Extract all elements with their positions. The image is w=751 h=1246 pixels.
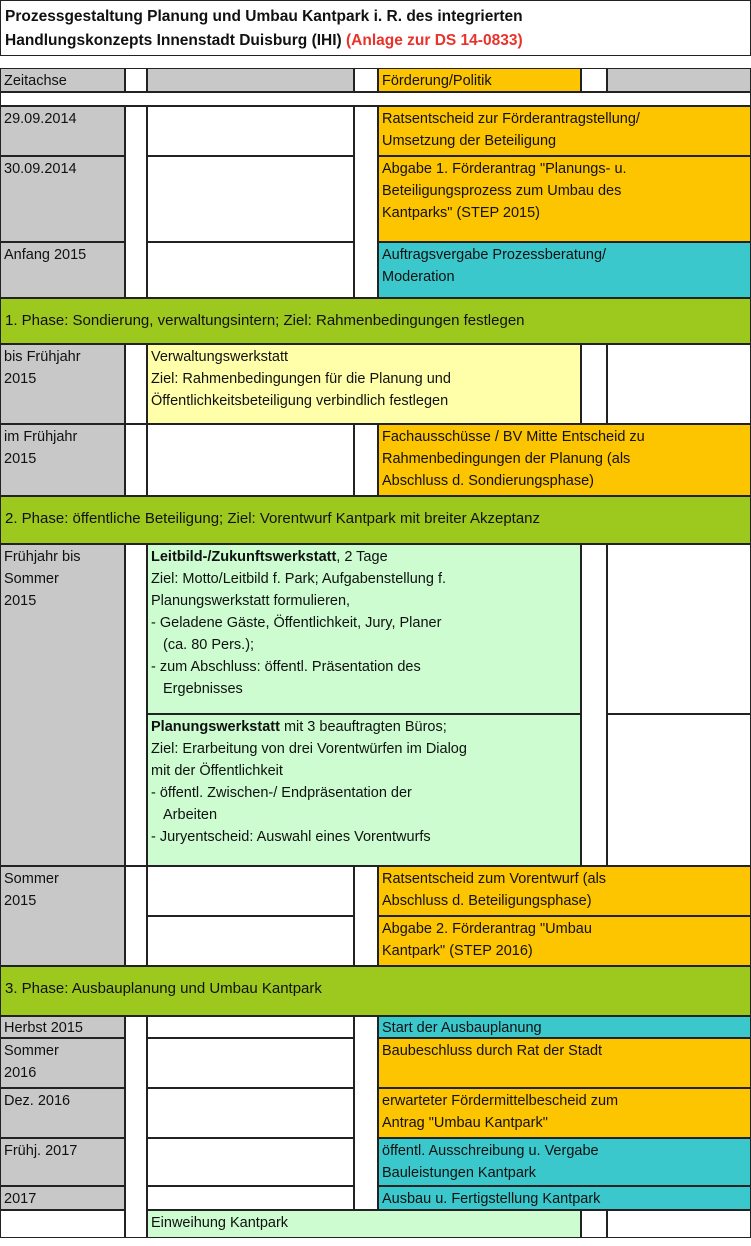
event-title: Planungswerkstatt — [151, 719, 280, 735]
text-line: erwarteter Fördermittelbescheid zum — [382, 1093, 619, 1109]
date-cell — [0, 544, 125, 866]
empty-cell — [147, 156, 354, 242]
phase-2-banner: 2. Phase: öffentliche Beteiligung; Ziel: Vorentwurf Kantpark mit breiter Akzeptanz — [0, 496, 751, 544]
event-foerderantrag-2 — [378, 916, 751, 966]
text-line: Auftragsvergabe Prozessberatung/ — [382, 247, 607, 263]
empty-cell — [147, 1016, 354, 1038]
date-cell: Anfang 2015 — [0, 242, 125, 298]
text-line: 2015 — [4, 593, 37, 609]
text-line: 2016 — [4, 1065, 37, 1081]
spacer-column — [354, 866, 378, 966]
date-cell: 29.09.2014 — [0, 106, 125, 156]
empty-cell — [147, 916, 354, 966]
header-spacer-3 — [581, 68, 607, 92]
event-ratsentscheid-vorentwurf — [378, 866, 751, 916]
spacer-column — [581, 344, 607, 424]
text-line: Kantpark" (STEP 2016) — [382, 943, 533, 959]
event-fertigstellung: Ausbau u. Fertigstellung Kantpark — [378, 1186, 751, 1210]
empty-cell — [147, 1038, 354, 1088]
title-line-2: Handlungskonzepts Innenstadt Duisburg (IHI) — [5, 32, 342, 49]
text-line: öffentl. Ausschreibung u. Vergabe — [382, 1143, 599, 1159]
annex-note: (Anlage zur DS 14-0833) — [346, 32, 523, 49]
document-title — [0, 0, 751, 56]
spacer-column — [354, 424, 378, 496]
text-line: Frühjahr bis — [4, 549, 81, 565]
title-line-1: Prozessgestaltung Planung und Umbau Kantpark i. R. des integrierten — [5, 8, 523, 25]
phase-3-banner: 3. Phase: Ausbauplanung und Umbau Kantpark — [0, 966, 751, 1016]
text-line: Planungswerkstatt formulieren, — [151, 593, 351, 609]
text-line: Antrag "Umbau Kantpark" — [382, 1115, 548, 1131]
text-line: bis Frühjahr — [4, 349, 81, 365]
event-verwaltungswerkstatt — [147, 344, 581, 424]
title-line-2-wrap — [5, 29, 746, 53]
text-line: Öffentlichkeitsbeteiligung verbindlich festlegen — [151, 393, 449, 409]
text-line: Verwaltungswerkstatt — [151, 349, 289, 365]
separator-row — [0, 92, 751, 106]
event-einweihung: Einweihung Kantpark — [147, 1210, 581, 1238]
empty-cell — [147, 1088, 354, 1138]
empty-cell — [147, 1186, 354, 1210]
text-line: - Juryentscheid: Auswahl eines Vorentwurfs — [151, 829, 431, 845]
date-cell: Dez. 2016 — [0, 1088, 125, 1138]
spacer-column — [581, 544, 607, 866]
text-line: Beteiligungsprozess zum Umbau des — [382, 183, 622, 199]
date-cell — [0, 424, 125, 496]
header-foerderung: Förderung/Politik — [378, 68, 581, 92]
text-line: Rahmenbedingungen der Planung (als — [382, 451, 631, 467]
date-cell — [0, 344, 125, 424]
date-cell — [0, 866, 125, 966]
text-line: Sommer — [4, 1043, 59, 1059]
text-line: Abgabe 1. Förderantrag "Planungs- u. — [382, 161, 627, 177]
text-line: Abschluss d. Sondierungsphase) — [382, 473, 594, 489]
text-line: 2015 — [4, 893, 37, 909]
text-line: - öffentl. Zwischen-/ Endpräsentation der — [151, 785, 412, 801]
text-line: Abgabe 2. Förderantrag "Umbau — [382, 921, 592, 937]
event-ratsentscheid-1 — [378, 106, 751, 156]
header-zeitachse: Zeitachse — [0, 68, 125, 92]
text-line: Umsetzung der Beteiligung — [382, 133, 557, 149]
empty-cell — [147, 424, 354, 496]
empty-cell — [607, 1210, 751, 1238]
spacer-column — [354, 106, 378, 298]
event-start-ausbauplanung: Start der Ausbauplanung — [378, 1016, 751, 1038]
event-title: Leitbild-/Zukunftswerkstatt — [151, 549, 337, 565]
date-cell: 30.09.2014 — [0, 156, 125, 242]
event-ausschreibung — [378, 1138, 751, 1186]
spacer-column — [125, 1016, 147, 1238]
event-title-rest: mit 3 beauftragten Büros; — [279, 719, 447, 735]
text-line: Moderation — [382, 269, 455, 285]
spacer-column — [125, 424, 147, 496]
event-planungswerkstatt — [147, 714, 581, 866]
empty-cell — [607, 714, 751, 866]
text-line: (ca. 80 Pers.); — [163, 637, 255, 653]
spacer-column — [125, 106, 147, 298]
text-line: Ziel: Erarbeitung von drei Vorentwürfen im Dialog — [151, 741, 467, 757]
event-leitbild-werkstatt — [147, 544, 581, 714]
empty-cell — [0, 1210, 125, 1238]
text-line: 2015 — [4, 451, 37, 467]
header-spacer-1 — [125, 68, 147, 92]
event-foerderantrag-1 — [378, 156, 751, 242]
empty-cell — [147, 866, 354, 916]
spacer-column — [125, 544, 147, 866]
text-line: Ergebnisses — [163, 681, 243, 697]
phase-1-banner: 1. Phase: Sondierung, verwaltungsintern; Ziel: Rahmenbedingungen festlegen — [0, 298, 751, 344]
text-line — [151, 716, 577, 738]
text-line: - Geladene Gäste, Öffentlichkeit, Jury, Planer — [151, 615, 442, 631]
date-cell: 2017 — [0, 1186, 125, 1210]
text-line: Kantparks" (STEP 2015) — [382, 205, 541, 221]
text-line: mit der Öffentlichkeit — [151, 763, 283, 779]
header-spacer-2 — [354, 68, 378, 92]
spacer-column — [354, 1016, 378, 1210]
text-line: 2015 — [4, 371, 37, 387]
event-title-rest: , 2 Tage — [336, 549, 388, 565]
date-cell: Herbst 2015 — [0, 1016, 125, 1038]
text-line: Arbeiten — [163, 807, 218, 823]
text-line: im Frühjahr — [4, 429, 78, 445]
empty-cell — [607, 544, 751, 714]
event-foerdermittelbescheid — [378, 1088, 751, 1138]
text-line: Ratsentscheid zum Vorentwurf (als — [382, 871, 607, 887]
text-line: Ziel: Rahmenbedingungen für die Planung und — [151, 371, 451, 387]
spacer-column — [125, 866, 147, 966]
empty-cell — [147, 106, 354, 156]
text-line: Abschluss d. Beteiligungsphase) — [382, 893, 592, 909]
event-baubeschluss: Baubeschluss durch Rat der Stadt — [378, 1038, 751, 1088]
spacer-column — [125, 344, 147, 424]
spacer-column — [581, 1210, 607, 1238]
empty-cell — [607, 344, 751, 424]
event-fachausschuesse — [378, 424, 751, 496]
date-cell: Frühj. 2017 — [0, 1138, 125, 1186]
text-line: Bauleistungen Kantpark — [382, 1165, 536, 1181]
header-gray-right — [607, 68, 751, 92]
text-line: Sommer — [4, 571, 59, 587]
text-line — [151, 546, 577, 568]
text-line: Ziel: Motto/Leitbild f. Park; Aufgabenstellung f. — [151, 571, 446, 587]
text-line: - zum Abschluss: öffentl. Präsentation des — [151, 659, 421, 675]
date-cell — [0, 1038, 125, 1088]
text-line: Sommer — [4, 871, 59, 887]
header-gray-block — [147, 68, 354, 92]
text-line: Fachausschüsse / BV Mitte Entscheid zu — [382, 429, 645, 445]
empty-cell — [147, 242, 354, 298]
text-line: Ratsentscheid zur Förderantragstellung/ — [382, 111, 640, 127]
event-auftragsvergabe — [378, 242, 751, 298]
empty-cell — [147, 1138, 354, 1186]
